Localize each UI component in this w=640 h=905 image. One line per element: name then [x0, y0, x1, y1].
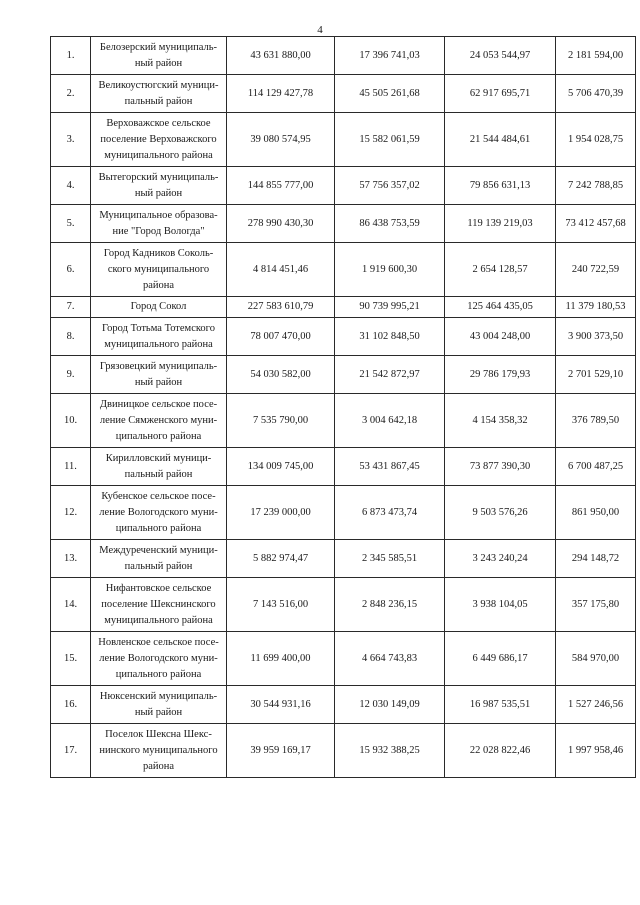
table-row: [51, 632, 636, 686]
amount-col-1: 17 239 000,00: [227, 486, 335, 540]
row-number: 16.: [51, 686, 91, 724]
municipality-name: [91, 540, 227, 578]
name-line: нинского муниципального: [99, 744, 218, 756]
amount-col-3: 3 938 104,05: [445, 578, 556, 632]
amount-col-2: 3 004 642,18: [335, 394, 445, 448]
name-line: Город Кадников Соколь-: [103, 247, 214, 259]
municipality-name: [91, 724, 227, 778]
amount-col-1: 134 009 745,00: [227, 448, 335, 486]
name-line: Нюксенский муниципаль-: [99, 690, 218, 702]
name-line: Белозерский муниципаль-: [99, 41, 218, 53]
amount-col-4: 584 970,00: [556, 632, 636, 686]
amount-col-2: 2 848 236,15: [335, 578, 445, 632]
row-number: 8.: [51, 318, 91, 356]
municipality-name: [91, 486, 227, 540]
amount-col-2: 57 756 357,02: [335, 167, 445, 205]
amount-col-2: 12 030 149,09: [335, 686, 445, 724]
row-number: 6.: [51, 243, 91, 297]
name-line: ный район: [134, 57, 183, 69]
row-number: 9.: [51, 356, 91, 394]
amount-col-2: 2 345 585,51: [335, 540, 445, 578]
name-line: Город Сокол: [130, 301, 187, 312]
name-line: поселение Верховажского: [100, 133, 217, 145]
amount-col-2: 90 739 995,21: [335, 297, 445, 318]
name-line: муниципального района: [104, 149, 213, 161]
name-line: Поселок Шексна Шекс-: [105, 728, 212, 740]
name-line: Вытегорский муниципаль-: [98, 171, 219, 183]
name-line: Муниципальное образова-: [99, 209, 218, 221]
name-line: ского муниципального: [107, 263, 210, 275]
municipality-name: [91, 243, 227, 297]
table-row: [51, 113, 636, 167]
row-number: 3.: [51, 113, 91, 167]
name-line: пальный район: [124, 468, 193, 480]
municipality-name: [91, 578, 227, 632]
amount-col-3: 2 654 128,57: [445, 243, 556, 297]
table-row: [51, 686, 636, 724]
amount-col-2: 4 664 743,83: [335, 632, 445, 686]
amount-col-4: 11 379 180,53: [556, 297, 636, 318]
amount-col-1: 7 535 790,00: [227, 394, 335, 448]
amount-col-1: 54 030 582,00: [227, 356, 335, 394]
budget-table: [50, 36, 636, 778]
name-line: ципального района: [115, 430, 202, 442]
name-line: Нифантовское сельское: [105, 582, 212, 594]
table-row: [51, 205, 636, 243]
row-number: 5.: [51, 205, 91, 243]
name-line: Кубенское сельское посе-: [101, 490, 216, 502]
amount-col-3: 22 028 822,46: [445, 724, 556, 778]
amount-col-4: 1 954 028,75: [556, 113, 636, 167]
municipality-name: [91, 75, 227, 113]
amount-col-2: 1 919 600,30: [335, 243, 445, 297]
amount-col-1: 43 631 880,00: [227, 37, 335, 75]
amount-col-4: 376 789,50: [556, 394, 636, 448]
amount-col-2: 15 582 061,59: [335, 113, 445, 167]
name-line: ный район: [134, 706, 183, 718]
amount-col-2: 6 873 473,74: [335, 486, 445, 540]
amount-col-4: 73 412 457,68: [556, 205, 636, 243]
amount-col-3: 4 154 358,32: [445, 394, 556, 448]
amount-col-1: 78 007 470,00: [227, 318, 335, 356]
row-number: 13.: [51, 540, 91, 578]
amount-col-2: 21 542 872,97: [335, 356, 445, 394]
amount-col-4: 2 181 594,00: [556, 37, 636, 75]
amount-col-1: 278 990 430,30: [227, 205, 335, 243]
row-number: 10.: [51, 394, 91, 448]
row-number: 15.: [51, 632, 91, 686]
name-line: Новленское сельское посе-: [98, 636, 219, 648]
table-row: [51, 75, 636, 113]
page-number: 4: [317, 24, 323, 36]
table-row: [51, 448, 636, 486]
table-row: [51, 540, 636, 578]
municipality-name: [91, 394, 227, 448]
amount-col-2: 17 396 741,03: [335, 37, 445, 75]
amount-col-4: 1 527 246,56: [556, 686, 636, 724]
row-number: 12.: [51, 486, 91, 540]
name-line: ный район: [134, 376, 183, 388]
amount-col-4: 1 997 958,46: [556, 724, 636, 778]
table-row: [51, 486, 636, 540]
amount-col-4: 6 700 487,25: [556, 448, 636, 486]
amount-col-4: 861 950,00: [556, 486, 636, 540]
amount-col-1: 7 143 516,00: [227, 578, 335, 632]
row-number: 14.: [51, 578, 91, 632]
amount-col-3: 6 449 686,17: [445, 632, 556, 686]
amount-col-4: 2 701 529,10: [556, 356, 636, 394]
row-number: 2.: [51, 75, 91, 113]
amount-col-4: 294 148,72: [556, 540, 636, 578]
amount-col-1: 144 855 777,00: [227, 167, 335, 205]
name-line: ный район: [134, 187, 183, 199]
name-line: пальный район: [124, 95, 193, 107]
table-row: [51, 724, 636, 778]
amount-col-3: 3 243 240,24: [445, 540, 556, 578]
amount-col-1: 114 129 427,78: [227, 75, 335, 113]
row-number: 17.: [51, 724, 91, 778]
municipality-name: [91, 632, 227, 686]
municipality-name: [91, 37, 227, 75]
amount-col-3: 16 987 535,51: [445, 686, 556, 724]
municipality-name: [91, 448, 227, 486]
name-line: ципального района: [115, 522, 202, 534]
amount-col-4: 240 722,59: [556, 243, 636, 297]
table-row: [51, 167, 636, 205]
table-body: [51, 37, 636, 778]
amount-col-1: 39 080 574,95: [227, 113, 335, 167]
amount-col-4: 357 175,80: [556, 578, 636, 632]
table-row: [51, 37, 636, 75]
amount-col-2: 53 431 867,45: [335, 448, 445, 486]
amount-col-1: 11 699 400,00: [227, 632, 335, 686]
amount-col-1: 39 959 169,17: [227, 724, 335, 778]
amount-col-1: 5 882 974,47: [227, 540, 335, 578]
municipality-name: [91, 356, 227, 394]
name-line: Верховажское сельское: [106, 117, 211, 129]
amount-col-3: 62 917 695,71: [445, 75, 556, 113]
table-row: [51, 243, 636, 297]
amount-col-3: 24 053 544,97: [445, 37, 556, 75]
name-line: Грязовецкий муниципаль-: [99, 360, 218, 372]
name-line: поселение Шекснинского: [101, 598, 216, 610]
table-row: [51, 297, 636, 318]
amount-col-4: 7 242 788,85: [556, 167, 636, 205]
row-number: 7.: [51, 297, 91, 318]
name-line: ление Вологодского муни-: [99, 652, 218, 664]
municipality-name: [91, 167, 227, 205]
row-number: 4.: [51, 167, 91, 205]
name-line: Кирилловский муници-: [105, 452, 212, 464]
name-line: Двиницкое сельское посе-: [99, 398, 218, 410]
amount-col-1: 4 814 451,46: [227, 243, 335, 297]
municipality-name: [91, 205, 227, 243]
amount-col-2: 15 932 388,25: [335, 724, 445, 778]
municipality-name: [91, 318, 227, 356]
table-row: [51, 318, 636, 356]
municipality-name: [91, 113, 227, 167]
name-line: ципального района: [115, 668, 202, 680]
amount-col-3: 29 786 179,93: [445, 356, 556, 394]
amount-col-3: 73 877 390,30: [445, 448, 556, 486]
amount-col-2: 45 505 261,68: [335, 75, 445, 113]
municipality-name: [91, 297, 227, 318]
name-line: муниципального района: [104, 338, 213, 350]
amount-col-3: 125 464 435,05: [445, 297, 556, 318]
amount-col-2: 86 438 753,59: [335, 205, 445, 243]
name-line: Междуреченский муници-: [99, 544, 218, 556]
amount-col-1: 30 544 931,16: [227, 686, 335, 724]
amount-col-4: 3 900 373,50: [556, 318, 636, 356]
amount-col-1: 227 583 610,79: [227, 297, 335, 318]
name-line: ние "Город Вологда": [112, 225, 205, 237]
amount-col-4: 5 706 470,39: [556, 75, 636, 113]
row-number: 11.: [51, 448, 91, 486]
municipality-name: [91, 686, 227, 724]
amount-col-3: 119 139 219,03: [445, 205, 556, 243]
name-line: пальный район: [124, 560, 193, 572]
name-line: Великоустюгский муници-: [98, 79, 219, 91]
amount-col-3: 9 503 576,26: [445, 486, 556, 540]
table-row: [51, 394, 636, 448]
amount-col-3: 43 004 248,00: [445, 318, 556, 356]
amount-col-3: 79 856 631,13: [445, 167, 556, 205]
name-line: Город Тотьма Тотемского: [102, 322, 215, 334]
name-line: муниципального района: [104, 614, 213, 626]
table-row: [51, 578, 636, 632]
name-line: района: [142, 279, 175, 291]
row-number: 1.: [51, 37, 91, 75]
name-line: ление Вологодского муни-: [99, 506, 218, 518]
name-line: района: [142, 760, 175, 772]
table-row: [51, 356, 636, 394]
amount-col-2: 31 102 848,50: [335, 318, 445, 356]
amount-col-3: 21 544 484,61: [445, 113, 556, 167]
name-line: ление Сямженского муни-: [99, 414, 218, 426]
